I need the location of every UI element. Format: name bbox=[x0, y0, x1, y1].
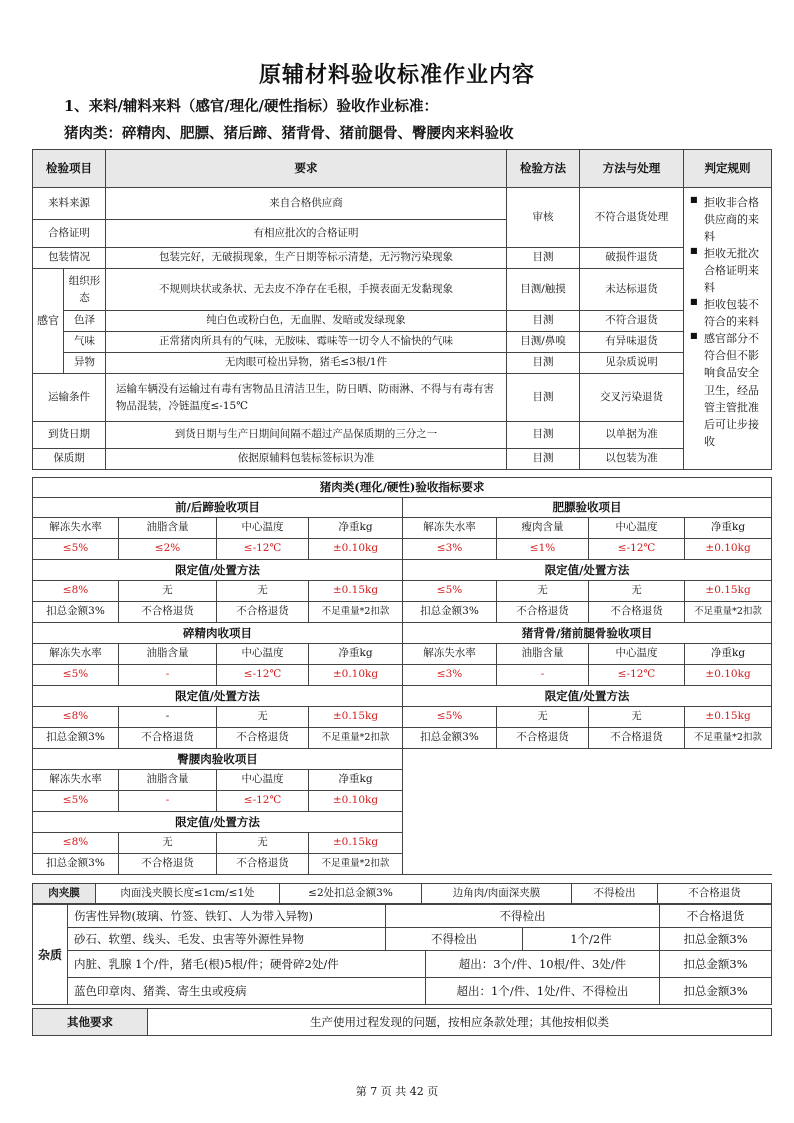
row-cert-item: 合格证明 bbox=[33, 220, 106, 248]
empty-cell bbox=[403, 833, 772, 854]
action-value: 不足重量*2扣款 bbox=[685, 728, 772, 749]
membrane-c4: 不得检出 bbox=[572, 884, 658, 904]
row-smell-item: 气味 bbox=[64, 332, 106, 353]
std-value: ≤3% bbox=[403, 665, 497, 686]
row-foreign-method: 目测 bbox=[507, 353, 580, 374]
std-value: ≤3% bbox=[403, 539, 497, 560]
row-package-method: 目测 bbox=[507, 248, 580, 269]
row-foreign-handling: 见杂质说明 bbox=[580, 353, 684, 374]
col-label: 净重kg bbox=[685, 644, 772, 665]
row-transport-handling: 交叉污染退货 bbox=[580, 374, 684, 422]
row-color-item: 色泽 bbox=[64, 311, 106, 332]
empty-cell bbox=[403, 791, 772, 812]
impurity-desc: 砂石、软塑、线头、毛发、虫害等外源性异物 bbox=[68, 928, 386, 951]
col-label: 解冻失水率 bbox=[33, 518, 119, 539]
action-value: 不足重量*2扣款 bbox=[685, 602, 772, 623]
col-label: 解冻失水率 bbox=[403, 518, 497, 539]
row-smell-req: 正常猪肉所具有的气味，无胺味、霉味等一切令人不愉快的气味 bbox=[106, 332, 507, 353]
impurity-limit: 不得检出 bbox=[386, 905, 660, 928]
page-footer: 第 7 页 共 42 页 bbox=[355, 1085, 439, 1098]
impurity-limit: 超出：1个/件、1处/件、不得检出 bbox=[426, 978, 660, 1005]
header-requirement: 要求 bbox=[106, 150, 507, 188]
fat-title: 肥膘验收项目 bbox=[403, 498, 772, 518]
std-value: ±0.10kg bbox=[309, 665, 403, 686]
other-text: 生产使用过程发现的问题，按相应条款处理；其他按相似类 bbox=[148, 1009, 772, 1036]
col-label: 中心温度 bbox=[217, 770, 309, 791]
limit-title: 限定值/处置方法 bbox=[33, 812, 403, 833]
row-package-item: 包装情况 bbox=[33, 248, 106, 269]
std-value: ±0.10kg bbox=[309, 791, 403, 812]
limit-value: 无 bbox=[497, 707, 589, 728]
doc-title: 原辅材料验收标准作业内容 bbox=[258, 62, 535, 88]
col-label: 油脂含量 bbox=[497, 644, 589, 665]
std-value: ±0.10kg bbox=[685, 665, 772, 686]
empty-cell bbox=[403, 770, 772, 791]
std-value: ≤-12℃ bbox=[217, 539, 309, 560]
source-cert-handling: 不符合退货处理 bbox=[580, 188, 684, 248]
row-smell-method: 目测/鼻嗅 bbox=[507, 332, 580, 353]
action-value: 不合格退货 bbox=[217, 854, 309, 875]
col-label: 油脂含量 bbox=[119, 518, 217, 539]
std-value: ≤2% bbox=[119, 539, 217, 560]
impurity-limit: 不得检出 bbox=[386, 928, 523, 951]
action-value: 不合格退货 bbox=[217, 602, 309, 623]
std-value: - bbox=[119, 665, 217, 686]
action-value: 不足重量*2扣款 bbox=[309, 602, 403, 623]
rump-title: 臀腰肉验收项目 bbox=[33, 749, 403, 770]
col-label: 瘦肉含量 bbox=[497, 518, 589, 539]
row-texture-handling: 未达标退货 bbox=[580, 269, 684, 311]
action-value: 不足重量*2扣款 bbox=[309, 728, 403, 749]
action-value: 扣总金额3% bbox=[403, 728, 497, 749]
std-value: ≤1% bbox=[497, 539, 589, 560]
std-value: ≤5% bbox=[33, 665, 119, 686]
std-value: - bbox=[119, 791, 217, 812]
limit-title: 限定值/处置方法 bbox=[33, 560, 403, 581]
impurity-desc: 内脏、乳腺 1个/件，猪毛(根)5根/件；硬骨碎2处/件 bbox=[68, 951, 426, 978]
impurity-limit: 1个/2件 bbox=[523, 928, 660, 951]
col-label: 中心温度 bbox=[589, 644, 685, 665]
impurity-table bbox=[32, 904, 772, 1005]
col-label: 净重kg bbox=[685, 518, 772, 539]
limit-value: 无 bbox=[589, 707, 685, 728]
row-smell-handling: 有异味退货 bbox=[580, 332, 684, 353]
col-label: 中心温度 bbox=[217, 644, 309, 665]
limit-value: ≤5% bbox=[403, 581, 497, 602]
action-value: 扣总金额3% bbox=[33, 602, 119, 623]
row-foreign-item: 异物 bbox=[64, 353, 106, 374]
row-transport-item: 运输条件 bbox=[33, 374, 106, 422]
impurity-limit: 超出：3个/件、10根/件、3处/件 bbox=[426, 951, 660, 978]
row-shelf-item: 保质期 bbox=[33, 449, 106, 470]
row-shelf-method: 目测 bbox=[507, 449, 580, 470]
limit-value: ≤8% bbox=[33, 833, 119, 854]
limit-value: 无 bbox=[217, 581, 309, 602]
std-value: ≤5% bbox=[33, 791, 119, 812]
row-arrival-req: 到货日期与生产日期间间隔不超过产品保质期的三分之一 bbox=[106, 422, 507, 449]
trotter-title: 前/后蹄验收项目 bbox=[33, 498, 403, 518]
col-label: 油脂含量 bbox=[119, 770, 217, 791]
limit-value: 无 bbox=[589, 581, 685, 602]
limit-value: ±0.15kg bbox=[685, 707, 772, 728]
impurity-action: 扣总金额3% bbox=[660, 951, 772, 978]
col-label: 解冻失水率 bbox=[33, 770, 119, 791]
row-transport-req: 运输车辆没有运输过有毒有害物品且清洁卫生，防日晒、防雨淋、不得与有毒有害物品混装，冷链温度≤-15℃ bbox=[106, 374, 507, 422]
impurity-label: 杂质 bbox=[33, 905, 68, 1005]
source-cert-method: 审核 bbox=[507, 188, 580, 248]
col-label: 净重kg bbox=[309, 770, 403, 791]
inspection-table bbox=[32, 149, 772, 470]
limit-title: 限定值/处置方法 bbox=[403, 686, 772, 707]
header-rules: 判定规则 bbox=[684, 150, 772, 188]
empty-cell bbox=[403, 854, 772, 875]
action-value: 不合格退货 bbox=[589, 602, 685, 623]
row-color-req: 纯白色或粉白色，无血腥、发暗或发绿现象 bbox=[106, 311, 507, 332]
action-value: 不合格退货 bbox=[119, 728, 217, 749]
action-value: 不合格退货 bbox=[119, 854, 217, 875]
limit-value: ≤5% bbox=[403, 707, 497, 728]
row-shelf-handling: 以包装为准 bbox=[580, 449, 684, 470]
row-shelf-req: 依据原辅料包装标签标识为准 bbox=[106, 449, 507, 470]
other-table bbox=[32, 1008, 772, 1036]
limit-value: ≤8% bbox=[33, 581, 119, 602]
row-texture-req: 不规则块状或条状、无去皮不净存在毛根，手摸表面无发黏现象 bbox=[106, 269, 507, 311]
std-value: ≤5% bbox=[33, 539, 119, 560]
sub-heading: 猪肉类：碎精肉、肥膘、猪后蹄、猪背骨、猪前腿骨、臀腰肉来料验收 bbox=[64, 125, 514, 142]
section-heading: 1、来料/辅料来料（感官/理化/硬性指标）验收作业标准： bbox=[64, 98, 438, 115]
row-texture-method: 目测/触摸 bbox=[507, 269, 580, 311]
std-value: ≤-12℃ bbox=[217, 791, 309, 812]
rule-4: ■ 感官部分不符合但不影响食品安全卫生，经品管主管批准后可让步接收 bbox=[690, 330, 767, 449]
empty-cell bbox=[403, 812, 772, 833]
col-label: 油脂含量 bbox=[119, 644, 217, 665]
header-item: 检验项目 bbox=[33, 150, 106, 188]
action-value: 不足重量*2扣款 bbox=[309, 854, 403, 875]
row-arrival-item: 到货日期 bbox=[33, 422, 106, 449]
col-label: 净重kg bbox=[309, 518, 403, 539]
limit-value: ≤8% bbox=[33, 707, 119, 728]
std-value: ±0.10kg bbox=[685, 539, 772, 560]
col-label: 解冻失水率 bbox=[33, 644, 119, 665]
row-arrival-handling: 以单据为准 bbox=[580, 422, 684, 449]
std-value: ≤-12℃ bbox=[589, 665, 685, 686]
limit-value: - bbox=[119, 707, 217, 728]
row-color-handling: 不符合退货 bbox=[580, 311, 684, 332]
limit-value: 无 bbox=[497, 581, 589, 602]
row-color-method: 目测 bbox=[507, 311, 580, 332]
row-transport-method: 目测 bbox=[507, 374, 580, 422]
col-label: 中心温度 bbox=[589, 518, 685, 539]
membrane-label: 肉夹膜 bbox=[33, 884, 96, 904]
std-value: ≤-12℃ bbox=[217, 665, 309, 686]
row-source-req: 来自合格供应商 bbox=[106, 188, 507, 220]
action-value: 扣总金额3% bbox=[403, 602, 497, 623]
judgment-rules bbox=[684, 188, 772, 470]
empty-cell bbox=[403, 749, 772, 770]
rule-3: ■ 拒收包装不符合的来料 bbox=[690, 296, 767, 330]
col-label: 解冻失水率 bbox=[403, 644, 497, 665]
row-cert-req: 有相应批次的合格证明 bbox=[106, 220, 507, 248]
membrane-c5: 不合格退货 bbox=[658, 884, 772, 904]
bone-title: 猪背骨/猪前腿骨验收项目 bbox=[403, 623, 772, 644]
impurity-action: 扣总金额3% bbox=[660, 928, 772, 951]
limit-value: 无 bbox=[119, 833, 217, 854]
row-package-handling: 破损件退货 bbox=[580, 248, 684, 269]
col-label: 中心温度 bbox=[217, 518, 309, 539]
limit-value: ±0.15kg bbox=[685, 581, 772, 602]
limit-value: ±0.15kg bbox=[309, 581, 403, 602]
limit-value: ±0.15kg bbox=[309, 833, 403, 854]
impurity-action: 不合格退货 bbox=[660, 905, 772, 928]
header-method: 检验方法 bbox=[507, 150, 580, 188]
membrane-c3: 边角肉/肉面深夹膜 bbox=[422, 884, 572, 904]
action-value: 不合格退货 bbox=[497, 602, 589, 623]
impurity-desc: 蓝色印章肉、猪粪、寄生虫或疫病 bbox=[68, 978, 426, 1005]
col-label: 净重kg bbox=[309, 644, 403, 665]
physchem-table bbox=[32, 477, 772, 875]
membrane-impurity-table bbox=[32, 883, 772, 904]
lean-title: 碎精肉收项目 bbox=[33, 623, 403, 644]
membrane-c2: ≤2处扣总金额3% bbox=[280, 884, 422, 904]
row-foreign-req: 无肉眼可检出异物，猪毛≤3根/1件 bbox=[106, 353, 507, 374]
action-value: 扣总金额3% bbox=[33, 728, 119, 749]
rule-1: ■ 拒收非合格供应商的来料 bbox=[690, 194, 767, 245]
std-value: ≤-12℃ bbox=[589, 539, 685, 560]
action-value: 不合格退货 bbox=[217, 728, 309, 749]
impurity-action: 扣总金额3% bbox=[660, 978, 772, 1005]
limit-value: 无 bbox=[217, 707, 309, 728]
row-arrival-method: 目测 bbox=[507, 422, 580, 449]
row-package-req: 包装完好，无破损现象，生产日期等标示清楚，无污物污染现象 bbox=[106, 248, 507, 269]
action-value: 不合格退货 bbox=[497, 728, 589, 749]
std-value: - bbox=[497, 665, 589, 686]
row-source-item: 来料来源 bbox=[33, 188, 106, 220]
physchem-title: 猪肉类(理化/硬性)验收指标要求 bbox=[33, 478, 772, 498]
membrane-c1: 肉面浅夹膜长度≤1cm/≤1处 bbox=[96, 884, 280, 904]
row-texture-item: 组织形态 bbox=[64, 269, 106, 311]
limit-value: 无 bbox=[119, 581, 217, 602]
limit-value: ±0.15kg bbox=[309, 707, 403, 728]
limit-value: 无 bbox=[217, 833, 309, 854]
action-value: 不合格退货 bbox=[589, 728, 685, 749]
action-value: 扣总金额3% bbox=[33, 854, 119, 875]
limit-title: 限定值/处置方法 bbox=[403, 560, 772, 581]
action-value: 不合格退货 bbox=[119, 602, 217, 623]
rule-2: ■ 拒收无批次合格证明来料 bbox=[690, 245, 767, 296]
limit-title: 限定值/处置方法 bbox=[33, 686, 403, 707]
sensory-label: 感官 bbox=[33, 269, 64, 374]
std-value: ±0.10kg bbox=[309, 539, 403, 560]
header-handling: 方法与处理 bbox=[580, 150, 684, 188]
other-label: 其他要求 bbox=[33, 1009, 148, 1036]
impurity-desc: 伤害性异物(玻璃、竹签、铁钉、人为带入异物) bbox=[68, 905, 386, 928]
